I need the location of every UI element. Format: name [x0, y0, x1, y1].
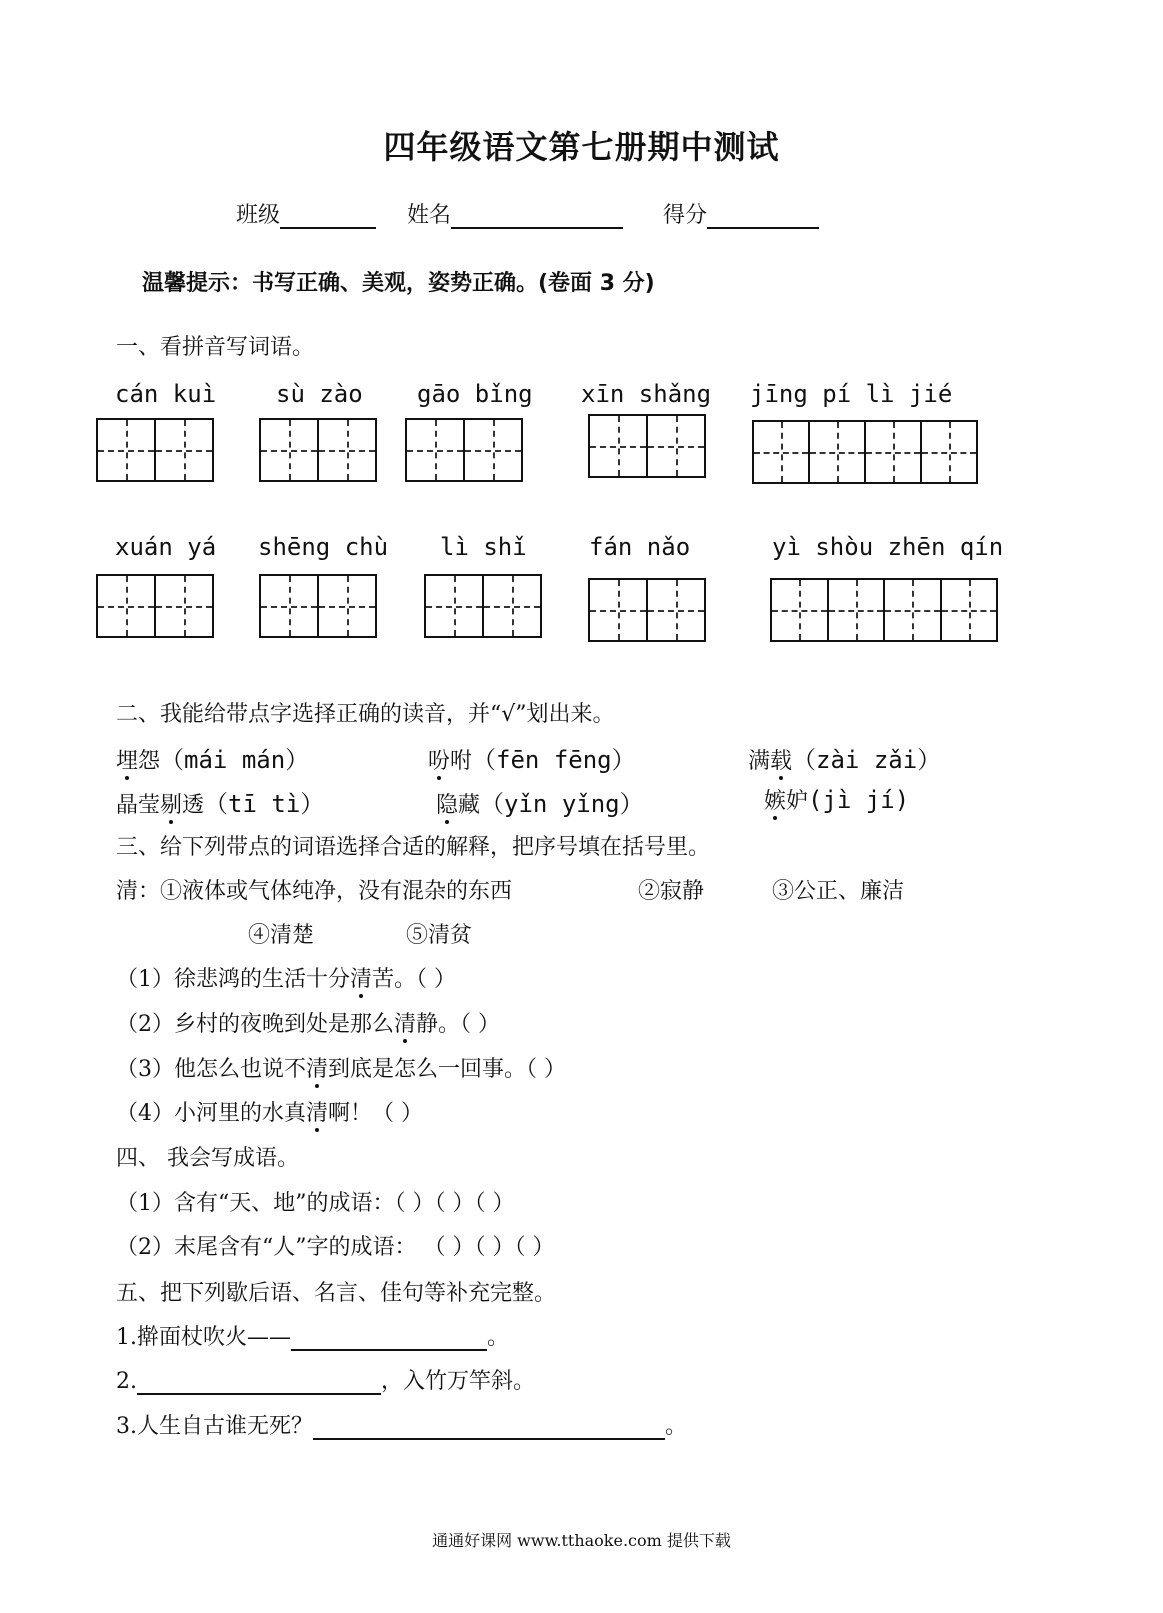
pinyin: lì shǐ — [440, 533, 527, 561]
writing-grid[interactable] — [424, 574, 542, 638]
pinyin: cán kuì — [115, 380, 217, 408]
pinyin: yì shòu zhēn qín — [772, 533, 1004, 561]
writing-grid[interactable] — [259, 574, 377, 638]
writing-grid[interactable] — [770, 578, 998, 642]
section-3-heading: 三、给下列带点的词语选择合适的解释，把序号填在括号里。 — [116, 835, 711, 860]
score-blank[interactable] — [707, 203, 819, 229]
section-4-heading: 四、 我会写成语。 — [116, 1146, 299, 1171]
writing-grid[interactable] — [259, 418, 377, 482]
answer-blank[interactable] — [137, 1371, 381, 1395]
reading-item: 满载（zài zǎi） — [748, 746, 942, 774]
question: （2）乡村的夜晚到处是那么清静。（ ） — [116, 1012, 501, 1037]
pinyin: jīng pí lì jié — [750, 380, 953, 408]
idiom-question: （1）含有“天、地”的成语：（ ）（ ）（ ） — [116, 1191, 515, 1216]
name-blank[interactable] — [451, 203, 623, 229]
reading-item: 嫉妒(jì jí) — [764, 786, 910, 814]
definition: ②寂静 — [638, 879, 705, 904]
reading-item: 埋怨（mái mán） — [116, 746, 310, 774]
name-label: 姓名 — [407, 203, 452, 228]
answer-blank[interactable] — [313, 1416, 665, 1440]
section-2-heading: 二、我能给带点字选择正确的读音，并“√”划出来。 — [116, 702, 615, 727]
question: （1）徐悲鸿的生活十分清苦。（ ） — [116, 967, 457, 992]
fill-line: 3.人生自古谁无死？ 。 — [116, 1414, 688, 1439]
section-1-heading: 一、看拼音写词语。 — [116, 335, 315, 360]
name-field — [407, 198, 623, 229]
score-field — [663, 198, 819, 229]
reading-item: 隐藏（yǐn yǐng） — [436, 790, 644, 818]
idiom-question: （2）末尾含有“人”字的成语： （ ）（ ）（ ） — [116, 1235, 555, 1260]
tip-text: 温馨提示：书写正确、美观，姿势正确。(卷面 3 分) — [142, 271, 655, 296]
class-label: 班级 — [236, 203, 281, 228]
fill-line: 1.擀面杖吹火—— 。 — [116, 1325, 510, 1350]
fill-line: 2. ，入竹万竿斜。 — [116, 1369, 536, 1394]
pinyin: shēng chù — [258, 533, 389, 561]
section-5-heading: 五、把下列歇后语、名言、佳句等补充完整。 — [116, 1281, 557, 1306]
reading-item: 晶莹剔透（tī tì） — [116, 790, 325, 818]
score-label: 得分 — [663, 203, 708, 228]
answer-blank[interactable] — [291, 1327, 487, 1351]
definition: ③公正、廉洁 — [772, 879, 905, 904]
class-field — [236, 198, 376, 229]
definition: 清：①液体或气体纯净，没有混杂的东西 — [116, 879, 513, 904]
writing-grid[interactable] — [588, 578, 706, 642]
writing-grid[interactable] — [96, 418, 214, 482]
class-blank[interactable] — [280, 203, 376, 229]
pinyin: sù zào — [276, 380, 363, 408]
definition: ④清楚 — [248, 923, 315, 948]
question: （3）他怎么也说不清到底是怎么一回事。（ ） — [116, 1057, 567, 1082]
question: （4）小河里的水真清啊！（ ） — [116, 1101, 424, 1126]
writing-grid[interactable] — [588, 414, 706, 478]
footer-text: 通通好课网 www.tthaoke.com 提供下载 — [432, 1531, 731, 1550]
writing-grid[interactable] — [752, 420, 978, 484]
writing-grid[interactable] — [405, 418, 523, 482]
definition: ⑤清贫 — [406, 923, 473, 948]
pinyin: fán nǎo — [589, 533, 691, 561]
reading-item: 吩咐（fēn fēng） — [428, 746, 636, 774]
pinyin: xuán yá — [115, 533, 217, 561]
writing-grid[interactable] — [96, 574, 214, 638]
page-title: 四年级语文第七册期中测试 — [383, 128, 780, 166]
pinyin: gāo bǐng — [417, 380, 533, 408]
pinyin: xīn shǎng — [581, 380, 712, 408]
